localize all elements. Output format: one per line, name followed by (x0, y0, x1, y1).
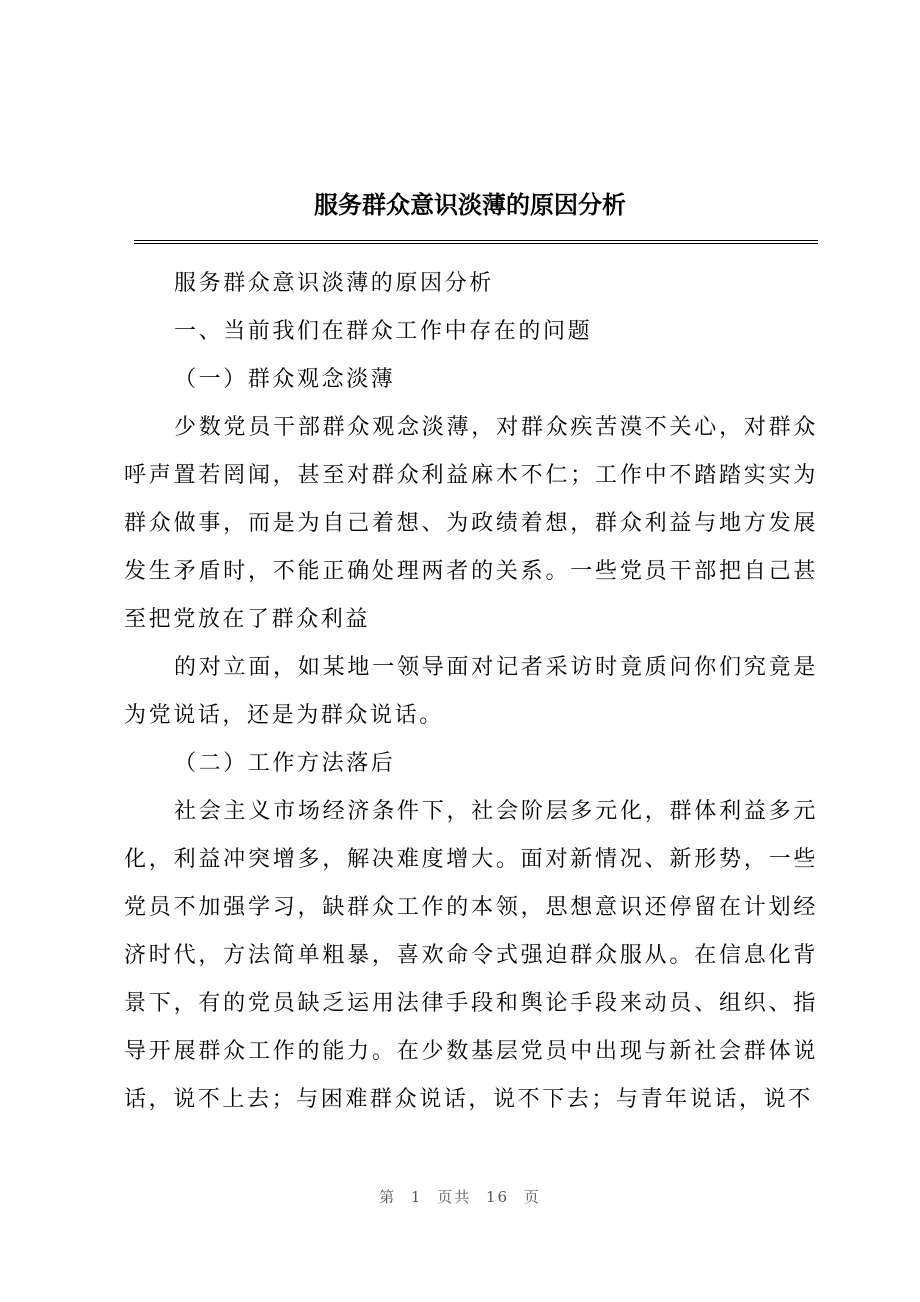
page-middle: 页共 (437, 1188, 472, 1206)
page-suffix: 页 (523, 1188, 541, 1206)
body-paragraph-1: 少数党员干部群众观念淡薄，对群众疾苦漠不关心，对群众呼声置若罔闻，甚至对群众利益麻木不仁；工作中不踏踏实实为群众做事，而是为自己着想、为政绩着想，群众利益与地方发展发生矛盾时，不能正确处理两者的关系。一些党员干部把自己甚至把党放在了群众利益 (124, 415, 818, 632)
page-total: 16 (486, 1188, 510, 1206)
body-paragraph-3: 社会主义市场经济条件下，社会阶层多元化，群体利益多元化，利益冲突增多，解决难度增大。面对新情况、新形势，一些党员不加强学习，缺群众工作的本领，思想意识还停留在计划经济时代，方法简单粗暴，喜欢命令式强迫群众服从。在信息化背景下，有的党员缺乏运用法律手段和舆论手段来动员、组织、指导开展群众工作的能力。在少数基层党员中出现与新社会群体说话，说不上去；与困难群众说话，说不下去；与青年说话，说不 (124, 799, 818, 1112)
page-footer (0, 1186, 920, 1207)
page-current: 1 (410, 1188, 423, 1206)
paragraph-heading: 服务群众意识淡薄的原因分析 (174, 271, 494, 296)
subsection-heading-1: （一）群众观念淡薄 (174, 367, 396, 392)
subsection-heading-2: （二）工作方法落后 (174, 751, 396, 776)
section-heading-1: 一、当前我们在群众工作中存在的问题 (174, 319, 593, 344)
title-double-rule (134, 240, 818, 244)
page-prefix: 第 (379, 1188, 397, 1206)
document-body (124, 260, 818, 1124)
body-paragraph-2: 的对立面，如某地一领导面对记者采访时竟质问你们究竟是为党说话，还是为群众说话。 (124, 655, 818, 728)
document-title: 服务群众意识淡薄的原因分析 (314, 190, 626, 219)
